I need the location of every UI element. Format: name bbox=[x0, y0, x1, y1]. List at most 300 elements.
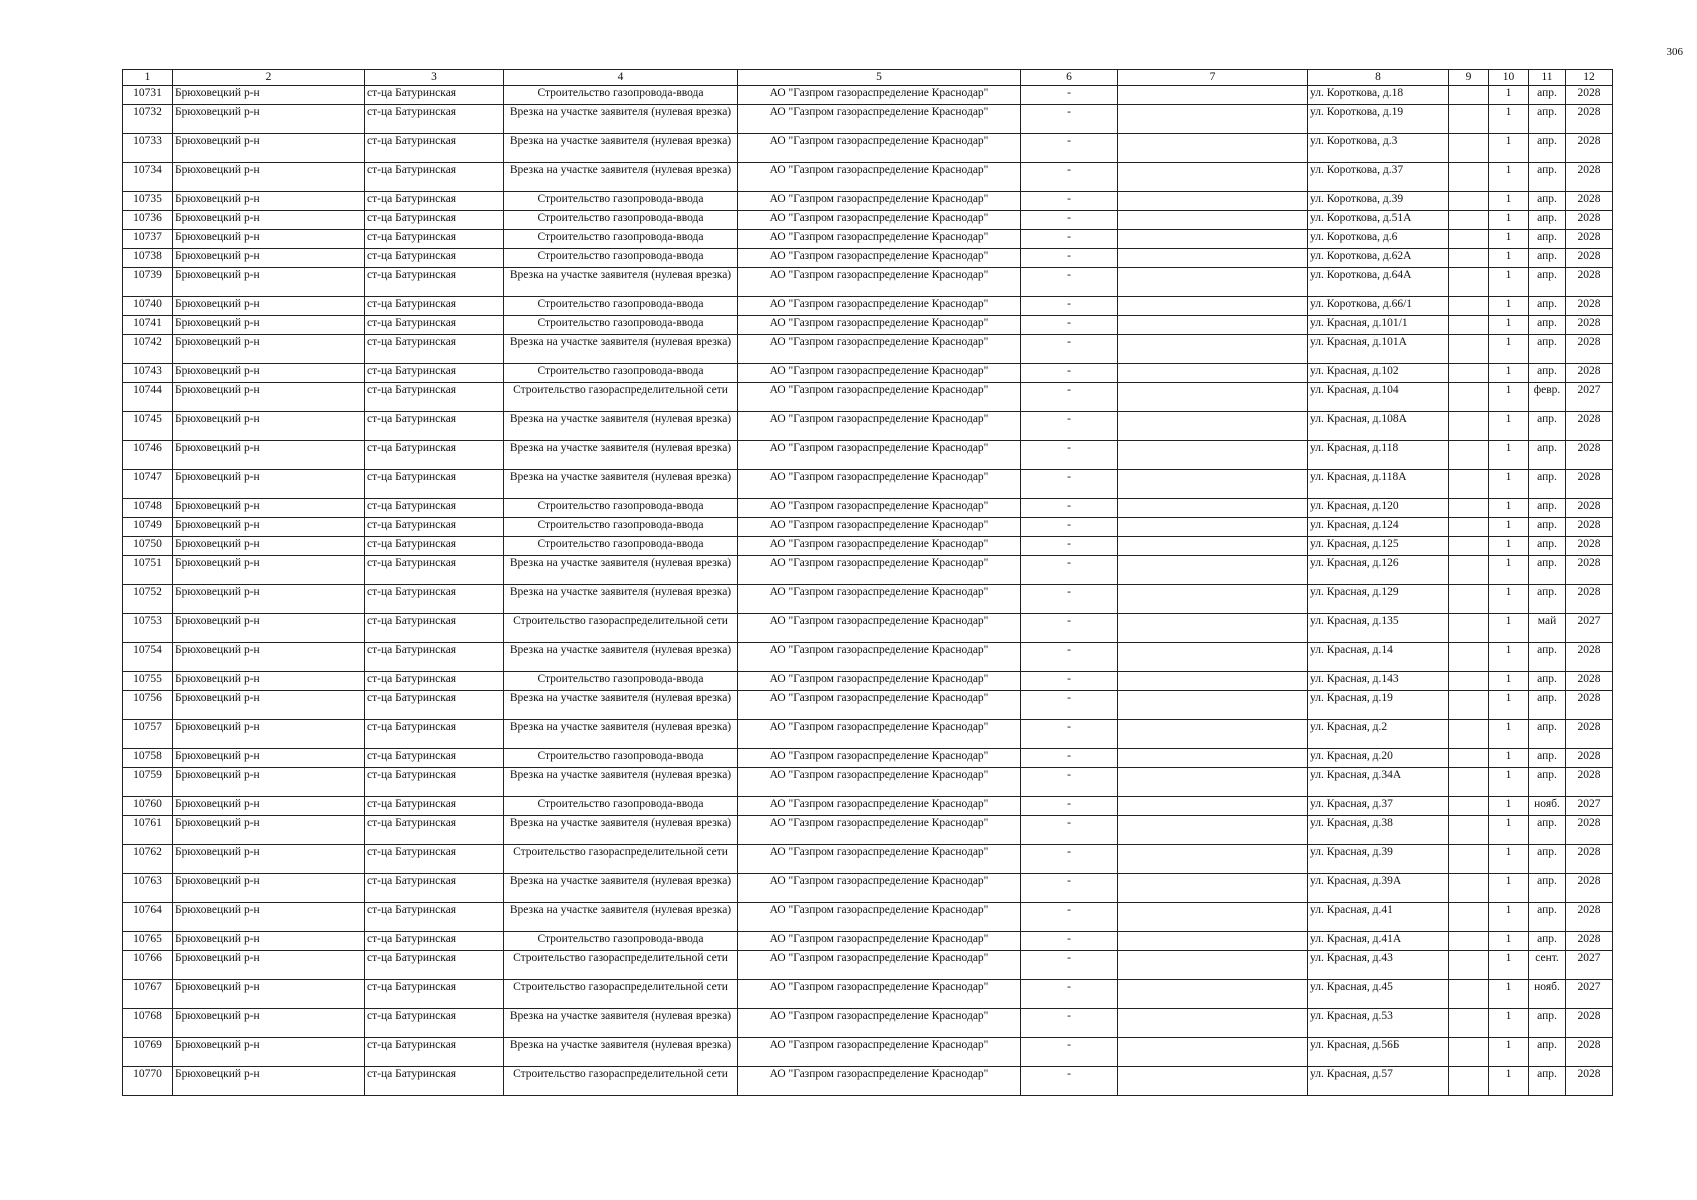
table-row bbox=[123, 470, 1613, 499]
work-type-cell: Врезка на участке заявителя (нулевая врезка) bbox=[504, 470, 738, 499]
locality-cell: ст-ца Батуринская bbox=[365, 230, 504, 249]
year-cell: 2028 bbox=[1566, 749, 1613, 768]
district-cell: Брюховецкий р-н bbox=[173, 316, 365, 335]
column-7-cell bbox=[1118, 845, 1308, 874]
quantity-cell: 1 bbox=[1489, 932, 1529, 951]
row-number: 10746 bbox=[123, 441, 173, 470]
quantity-cell: 1 bbox=[1489, 105, 1529, 134]
district-cell: Брюховецкий р-н bbox=[173, 951, 365, 980]
organization-cell: АО "Газпром газораспределение Краснодар" bbox=[738, 1009, 1021, 1038]
district-cell: Брюховецкий р-н bbox=[173, 364, 365, 383]
locality-cell: ст-ца Батуринская bbox=[365, 874, 504, 903]
table-row bbox=[123, 316, 1613, 335]
table-row bbox=[123, 903, 1613, 932]
table-row bbox=[123, 980, 1613, 1009]
work-type-cell: Врезка на участке заявителя (нулевая врезка) bbox=[504, 720, 738, 749]
column-7-cell bbox=[1118, 980, 1308, 1009]
locality-cell: ст-ца Батуринская bbox=[365, 105, 504, 134]
year-cell: 2028 bbox=[1566, 1009, 1613, 1038]
month-cell: апр. bbox=[1529, 335, 1566, 364]
row-number: 10739 bbox=[123, 268, 173, 297]
locality-cell: ст-ца Батуринская bbox=[365, 951, 504, 980]
month-cell: апр. bbox=[1529, 816, 1566, 845]
column-7-cell bbox=[1118, 797, 1308, 816]
quantity-cell: 1 bbox=[1489, 1038, 1529, 1067]
quantity-cell: 1 bbox=[1489, 86, 1529, 105]
table-row bbox=[123, 816, 1613, 845]
locality-cell: ст-ца Батуринская bbox=[365, 556, 504, 585]
column-6-cell: - bbox=[1021, 192, 1118, 211]
table-header bbox=[123, 70, 1613, 86]
table-row bbox=[123, 556, 1613, 585]
column-6-cell: - bbox=[1021, 134, 1118, 163]
table-row bbox=[123, 643, 1613, 672]
month-cell: апр. bbox=[1529, 364, 1566, 383]
column-header-2: 2 bbox=[173, 70, 365, 86]
column-7-cell bbox=[1118, 903, 1308, 932]
column-7-cell bbox=[1118, 297, 1308, 316]
row-number: 10767 bbox=[123, 980, 173, 1009]
column-9-cell bbox=[1449, 537, 1489, 556]
column-9-cell bbox=[1449, 335, 1489, 364]
month-cell: нояб. bbox=[1529, 980, 1566, 1009]
address-cell: ул. Красная, д.41 bbox=[1308, 903, 1449, 932]
locality-cell: ст-ца Батуринская bbox=[365, 316, 504, 335]
address-cell: ул. Красная, д.135 bbox=[1308, 614, 1449, 643]
locality-cell: ст-ца Батуринская bbox=[365, 412, 504, 441]
column-header-8: 8 bbox=[1308, 70, 1449, 86]
quantity-cell: 1 bbox=[1489, 797, 1529, 816]
organization-cell: АО "Газпром газораспределение Краснодар" bbox=[738, 211, 1021, 230]
locality-cell: ст-ца Батуринская bbox=[365, 980, 504, 1009]
column-7-cell bbox=[1118, 951, 1308, 980]
table-row bbox=[123, 845, 1613, 874]
column-6-cell: - bbox=[1021, 643, 1118, 672]
locality-cell: ст-ца Батуринская bbox=[365, 383, 504, 412]
organization-cell: АО "Газпром газораспределение Краснодар" bbox=[738, 797, 1021, 816]
organization-cell: АО "Газпром газораспределение Краснодар" bbox=[738, 364, 1021, 383]
month-cell: апр. bbox=[1529, 845, 1566, 874]
quantity-cell: 1 bbox=[1489, 163, 1529, 192]
column-6-cell: - bbox=[1021, 105, 1118, 134]
table-row bbox=[123, 614, 1613, 643]
district-cell: Брюховецкий р-н bbox=[173, 797, 365, 816]
quantity-cell: 1 bbox=[1489, 691, 1529, 720]
column-7-cell bbox=[1118, 211, 1308, 230]
month-cell: апр. bbox=[1529, 518, 1566, 537]
column-7-cell bbox=[1118, 614, 1308, 643]
locality-cell: ст-ца Батуринская bbox=[365, 297, 504, 316]
column-header-12: 12 bbox=[1566, 70, 1613, 86]
locality-cell: ст-ца Батуринская bbox=[365, 672, 504, 691]
work-type-cell: Строительство газопровода-ввода bbox=[504, 797, 738, 816]
year-cell: 2028 bbox=[1566, 556, 1613, 585]
work-type-cell: Строительство газораспределительной сети bbox=[504, 845, 738, 874]
column-6-cell: - bbox=[1021, 874, 1118, 903]
month-cell: май bbox=[1529, 614, 1566, 643]
locality-cell: ст-ца Батуринская bbox=[365, 797, 504, 816]
column-7-cell bbox=[1118, 720, 1308, 749]
row-number: 10747 bbox=[123, 470, 173, 499]
column-9-cell bbox=[1449, 518, 1489, 537]
work-type-cell: Врезка на участке заявителя (нулевая врезка) bbox=[504, 691, 738, 720]
column-9-cell bbox=[1449, 749, 1489, 768]
quantity-cell: 1 bbox=[1489, 441, 1529, 470]
district-cell: Брюховецкий р-н bbox=[173, 249, 365, 268]
month-cell: апр. bbox=[1529, 499, 1566, 518]
column-9-cell bbox=[1449, 1038, 1489, 1067]
table-row bbox=[123, 537, 1613, 556]
column-9-cell bbox=[1449, 903, 1489, 932]
row-number: 10765 bbox=[123, 932, 173, 951]
district-cell: Брюховецкий р-н bbox=[173, 470, 365, 499]
column-6-cell: - bbox=[1021, 691, 1118, 720]
district-cell: Брюховецкий р-н bbox=[173, 720, 365, 749]
organization-cell: АО "Газпром газораспределение Краснодар" bbox=[738, 903, 1021, 932]
district-cell: Брюховецкий р-н bbox=[173, 230, 365, 249]
work-type-cell: Строительство газопровода-ввода bbox=[504, 932, 738, 951]
column-6-cell: - bbox=[1021, 749, 1118, 768]
quantity-cell: 1 bbox=[1489, 249, 1529, 268]
column-6-cell: - bbox=[1021, 932, 1118, 951]
locality-cell: ст-ца Батуринская bbox=[365, 614, 504, 643]
table-row bbox=[123, 1009, 1613, 1038]
work-type-cell: Врезка на участке заявителя (нулевая врезка) bbox=[504, 816, 738, 845]
work-type-cell: Строительство газопровода-ввода bbox=[504, 672, 738, 691]
column-9-cell bbox=[1449, 441, 1489, 470]
organization-cell: АО "Газпром газораспределение Краснодар" bbox=[738, 499, 1021, 518]
work-type-cell: Строительство газопровода-ввода bbox=[504, 86, 738, 105]
column-9-cell bbox=[1449, 297, 1489, 316]
organization-cell: АО "Газпром газораспределение Краснодар" bbox=[738, 816, 1021, 845]
organization-cell: АО "Газпром газораспределение Краснодар" bbox=[738, 86, 1021, 105]
column-9-cell bbox=[1449, 192, 1489, 211]
column-7-cell bbox=[1118, 470, 1308, 499]
row-number: 10769 bbox=[123, 1038, 173, 1067]
row-number: 10733 bbox=[123, 134, 173, 163]
row-number: 10744 bbox=[123, 383, 173, 412]
row-number: 10762 bbox=[123, 845, 173, 874]
column-6-cell: - bbox=[1021, 720, 1118, 749]
month-cell: апр. bbox=[1529, 691, 1566, 720]
address-cell: ул. Короткова, д.66/1 bbox=[1308, 297, 1449, 316]
month-cell: апр. bbox=[1529, 230, 1566, 249]
row-number: 10732 bbox=[123, 105, 173, 134]
year-cell: 2027 bbox=[1566, 614, 1613, 643]
year-cell: 2027 bbox=[1566, 951, 1613, 980]
column-9-cell bbox=[1449, 1009, 1489, 1038]
row-number: 10736 bbox=[123, 211, 173, 230]
work-type-cell: Строительство газораспределительной сети bbox=[504, 1067, 738, 1096]
column-7-cell bbox=[1118, 518, 1308, 537]
column-9-cell bbox=[1449, 316, 1489, 335]
address-cell: ул. Короткова, д.64А bbox=[1308, 268, 1449, 297]
quantity-cell: 1 bbox=[1489, 268, 1529, 297]
month-cell: апр. bbox=[1529, 643, 1566, 672]
year-cell: 2028 bbox=[1566, 518, 1613, 537]
column-6-cell: - bbox=[1021, 441, 1118, 470]
column-6-cell: - bbox=[1021, 1009, 1118, 1038]
year-cell: 2028 bbox=[1566, 249, 1613, 268]
table-row bbox=[123, 364, 1613, 383]
column-9-cell bbox=[1449, 874, 1489, 903]
quantity-cell: 1 bbox=[1489, 297, 1529, 316]
district-cell: Брюховецкий р-н bbox=[173, 192, 365, 211]
column-7-cell bbox=[1118, 383, 1308, 412]
column-7-cell bbox=[1118, 105, 1308, 134]
column-6-cell: - bbox=[1021, 499, 1118, 518]
row-number: 10770 bbox=[123, 1067, 173, 1096]
year-cell: 2028 bbox=[1566, 845, 1613, 874]
work-type-cell: Строительство газораспределительной сети bbox=[504, 980, 738, 1009]
organization-cell: АО "Газпром газораспределение Краснодар" bbox=[738, 980, 1021, 1009]
column-9-cell bbox=[1449, 364, 1489, 383]
district-cell: Брюховецкий р-н bbox=[173, 816, 365, 845]
quantity-cell: 1 bbox=[1489, 499, 1529, 518]
column-9-cell bbox=[1449, 105, 1489, 134]
column-6-cell: - bbox=[1021, 163, 1118, 192]
month-cell: февр. bbox=[1529, 383, 1566, 412]
month-cell: апр. bbox=[1529, 672, 1566, 691]
row-number: 10763 bbox=[123, 874, 173, 903]
district-cell: Брюховецкий р-н bbox=[173, 268, 365, 297]
address-cell: ул. Красная, д.39А bbox=[1308, 874, 1449, 903]
table-row bbox=[123, 412, 1613, 441]
column-9-cell bbox=[1449, 951, 1489, 980]
column-6-cell: - bbox=[1021, 816, 1118, 845]
work-type-cell: Врезка на участке заявителя (нулевая врезка) bbox=[504, 556, 738, 585]
column-7-cell bbox=[1118, 691, 1308, 720]
column-9-cell bbox=[1449, 556, 1489, 585]
organization-cell: АО "Газпром газораспределение Краснодар" bbox=[738, 537, 1021, 556]
organization-cell: АО "Газпром газораспределение Краснодар" bbox=[738, 874, 1021, 903]
quantity-cell: 1 bbox=[1489, 537, 1529, 556]
month-cell: апр. bbox=[1529, 768, 1566, 797]
header-row bbox=[123, 70, 1613, 86]
year-cell: 2028 bbox=[1566, 86, 1613, 105]
work-type-cell: Врезка на участке заявителя (нулевая врезка) bbox=[504, 412, 738, 441]
address-cell: ул. Красная, д.120 bbox=[1308, 499, 1449, 518]
column-9-cell bbox=[1449, 614, 1489, 643]
column-6-cell: - bbox=[1021, 249, 1118, 268]
district-cell: Брюховецкий р-н bbox=[173, 412, 365, 441]
year-cell: 2028 bbox=[1566, 672, 1613, 691]
year-cell: 2028 bbox=[1566, 768, 1613, 797]
table-row bbox=[123, 134, 1613, 163]
year-cell: 2028 bbox=[1566, 585, 1613, 614]
address-cell: ул. Короткова, д.51А bbox=[1308, 211, 1449, 230]
locality-cell: ст-ца Батуринская bbox=[365, 768, 504, 797]
row-number: 10757 bbox=[123, 720, 173, 749]
organization-cell: АО "Газпром газораспределение Краснодар" bbox=[738, 1067, 1021, 1096]
table-row bbox=[123, 249, 1613, 268]
locality-cell: ст-ца Батуринская bbox=[365, 1009, 504, 1038]
month-cell: апр. bbox=[1529, 749, 1566, 768]
year-cell: 2028 bbox=[1566, 499, 1613, 518]
organization-cell: АО "Газпром газораспределение Краснодар" bbox=[738, 585, 1021, 614]
work-type-cell: Врезка на участке заявителя (нулевая врезка) bbox=[504, 1038, 738, 1067]
year-cell: 2028 bbox=[1566, 816, 1613, 845]
locality-cell: ст-ца Батуринская bbox=[365, 86, 504, 105]
address-cell: ул. Короткова, д.37 bbox=[1308, 163, 1449, 192]
work-type-cell: Врезка на участке заявителя (нулевая врезка) bbox=[504, 163, 738, 192]
organization-cell: АО "Газпром газораспределение Краснодар" bbox=[738, 749, 1021, 768]
row-number: 10758 bbox=[123, 749, 173, 768]
column-6-cell: - bbox=[1021, 470, 1118, 499]
quantity-cell: 1 bbox=[1489, 951, 1529, 980]
table-row bbox=[123, 951, 1613, 980]
gas-connection-register-table bbox=[122, 69, 1613, 1096]
locality-cell: ст-ца Батуринская bbox=[365, 518, 504, 537]
district-cell: Брюховецкий р-н bbox=[173, 537, 365, 556]
organization-cell: АО "Газпром газораспределение Краснодар" bbox=[738, 470, 1021, 499]
address-cell: ул. Короткова, д.19 bbox=[1308, 105, 1449, 134]
work-type-cell: Строительство газораспределительной сети bbox=[504, 614, 738, 643]
district-cell: Брюховецкий р-н bbox=[173, 691, 365, 720]
quantity-cell: 1 bbox=[1489, 412, 1529, 441]
row-number: 10735 bbox=[123, 192, 173, 211]
table-row bbox=[123, 86, 1613, 105]
district-cell: Брюховецкий р-н bbox=[173, 499, 365, 518]
work-type-cell: Строительство газопровода-ввода bbox=[504, 297, 738, 316]
work-type-cell: Строительство газораспределительной сети bbox=[504, 383, 738, 412]
year-cell: 2028 bbox=[1566, 537, 1613, 556]
organization-cell: АО "Газпром газораспределение Краснодар" bbox=[738, 316, 1021, 335]
column-9-cell bbox=[1449, 383, 1489, 412]
table-row bbox=[123, 749, 1613, 768]
district-cell: Брюховецкий р-н bbox=[173, 1009, 365, 1038]
locality-cell: ст-ца Батуринская bbox=[365, 932, 504, 951]
district-cell: Брюховецкий р-н bbox=[173, 768, 365, 797]
quantity-cell: 1 bbox=[1489, 816, 1529, 845]
year-cell: 2028 bbox=[1566, 720, 1613, 749]
locality-cell: ст-ца Батуринская bbox=[365, 1038, 504, 1067]
locality-cell: ст-ца Батуринская bbox=[365, 537, 504, 556]
column-7-cell bbox=[1118, 412, 1308, 441]
row-number: 10755 bbox=[123, 672, 173, 691]
year-cell: 2028 bbox=[1566, 230, 1613, 249]
month-cell: апр. bbox=[1529, 1067, 1566, 1096]
address-cell: ул. Красная, д.124 bbox=[1308, 518, 1449, 537]
organization-cell: АО "Газпром газораспределение Краснодар" bbox=[738, 230, 1021, 249]
column-6-cell: - bbox=[1021, 614, 1118, 643]
quantity-cell: 1 bbox=[1489, 335, 1529, 364]
row-number: 10731 bbox=[123, 86, 173, 105]
district-cell: Брюховецкий р-н bbox=[173, 163, 365, 192]
district-cell: Брюховецкий р-н bbox=[173, 134, 365, 163]
month-cell: апр. bbox=[1529, 105, 1566, 134]
column-9-cell bbox=[1449, 932, 1489, 951]
column-6-cell: - bbox=[1021, 268, 1118, 297]
month-cell: апр. bbox=[1529, 412, 1566, 441]
page-number: 306 bbox=[1666, 46, 1683, 58]
work-type-cell: Врезка на участке заявителя (нулевая врезка) bbox=[504, 585, 738, 614]
work-type-cell: Строительство газопровода-ввода bbox=[504, 249, 738, 268]
quantity-cell: 1 bbox=[1489, 903, 1529, 932]
column-7-cell bbox=[1118, 1067, 1308, 1096]
address-cell: ул. Красная, д.14 bbox=[1308, 643, 1449, 672]
table-row bbox=[123, 768, 1613, 797]
locality-cell: ст-ца Батуринская bbox=[365, 816, 504, 845]
column-header-6: 6 bbox=[1021, 70, 1118, 86]
quantity-cell: 1 bbox=[1489, 518, 1529, 537]
row-number: 10754 bbox=[123, 643, 173, 672]
table-row bbox=[123, 1038, 1613, 1067]
address-cell: ул. Красная, д.43 bbox=[1308, 951, 1449, 980]
row-number: 10761 bbox=[123, 816, 173, 845]
work-type-cell: Врезка на участке заявителя (нулевая врезка) bbox=[504, 874, 738, 903]
year-cell: 2028 bbox=[1566, 412, 1613, 441]
column-9-cell bbox=[1449, 412, 1489, 441]
address-cell: ул. Красная, д.34А bbox=[1308, 768, 1449, 797]
column-9-cell bbox=[1449, 249, 1489, 268]
district-cell: Брюховецкий р-н bbox=[173, 1067, 365, 1096]
month-cell: апр. bbox=[1529, 720, 1566, 749]
column-6-cell: - bbox=[1021, 383, 1118, 412]
quantity-cell: 1 bbox=[1489, 672, 1529, 691]
organization-cell: АО "Газпром газораспределение Краснодар" bbox=[738, 105, 1021, 134]
row-number: 10760 bbox=[123, 797, 173, 816]
column-6-cell: - bbox=[1021, 797, 1118, 816]
table-row bbox=[123, 499, 1613, 518]
work-type-cell: Врезка на участке заявителя (нулевая врезка) bbox=[504, 268, 738, 297]
column-7-cell bbox=[1118, 749, 1308, 768]
column-header-11: 11 bbox=[1529, 70, 1566, 86]
column-6-cell: - bbox=[1021, 768, 1118, 797]
year-cell: 2028 bbox=[1566, 903, 1613, 932]
district-cell: Брюховецкий р-н bbox=[173, 643, 365, 672]
year-cell: 2028 bbox=[1566, 105, 1613, 134]
column-6-cell: - bbox=[1021, 518, 1118, 537]
month-cell: апр. bbox=[1529, 932, 1566, 951]
column-9-cell bbox=[1449, 816, 1489, 845]
district-cell: Брюховецкий р-н bbox=[173, 105, 365, 134]
row-number: 10745 bbox=[123, 412, 173, 441]
locality-cell: ст-ца Батуринская bbox=[365, 211, 504, 230]
year-cell: 2028 bbox=[1566, 441, 1613, 470]
column-9-cell bbox=[1449, 1067, 1489, 1096]
address-cell: ул. Красная, д.19 bbox=[1308, 691, 1449, 720]
locality-cell: ст-ца Батуринская bbox=[365, 192, 504, 211]
year-cell: 2028 bbox=[1566, 643, 1613, 672]
month-cell: апр. bbox=[1529, 1038, 1566, 1067]
year-cell: 2028 bbox=[1566, 691, 1613, 720]
address-cell: ул. Красная, д.57 bbox=[1308, 1067, 1449, 1096]
column-9-cell bbox=[1449, 691, 1489, 720]
address-cell: ул. Красная, д.118 bbox=[1308, 441, 1449, 470]
address-cell: ул. Красная, д.143 bbox=[1308, 672, 1449, 691]
row-number: 10759 bbox=[123, 768, 173, 797]
column-7-cell bbox=[1118, 874, 1308, 903]
table-row bbox=[123, 691, 1613, 720]
column-7-cell bbox=[1118, 816, 1308, 845]
column-9-cell bbox=[1449, 585, 1489, 614]
quantity-cell: 1 bbox=[1489, 556, 1529, 585]
column-header-4: 4 bbox=[504, 70, 738, 86]
work-type-cell: Врезка на участке заявителя (нулевая врезка) bbox=[504, 335, 738, 364]
district-cell: Брюховецкий р-н bbox=[173, 845, 365, 874]
district-cell: Брюховецкий р-н bbox=[173, 86, 365, 105]
year-cell: 2027 bbox=[1566, 383, 1613, 412]
table-row bbox=[123, 1067, 1613, 1096]
column-9-cell bbox=[1449, 672, 1489, 691]
organization-cell: АО "Газпром газораспределение Краснодар" bbox=[738, 768, 1021, 797]
table-row bbox=[123, 192, 1613, 211]
column-6-cell: - bbox=[1021, 335, 1118, 364]
table-row bbox=[123, 383, 1613, 412]
column-9-cell bbox=[1449, 980, 1489, 1009]
table-row bbox=[123, 932, 1613, 951]
